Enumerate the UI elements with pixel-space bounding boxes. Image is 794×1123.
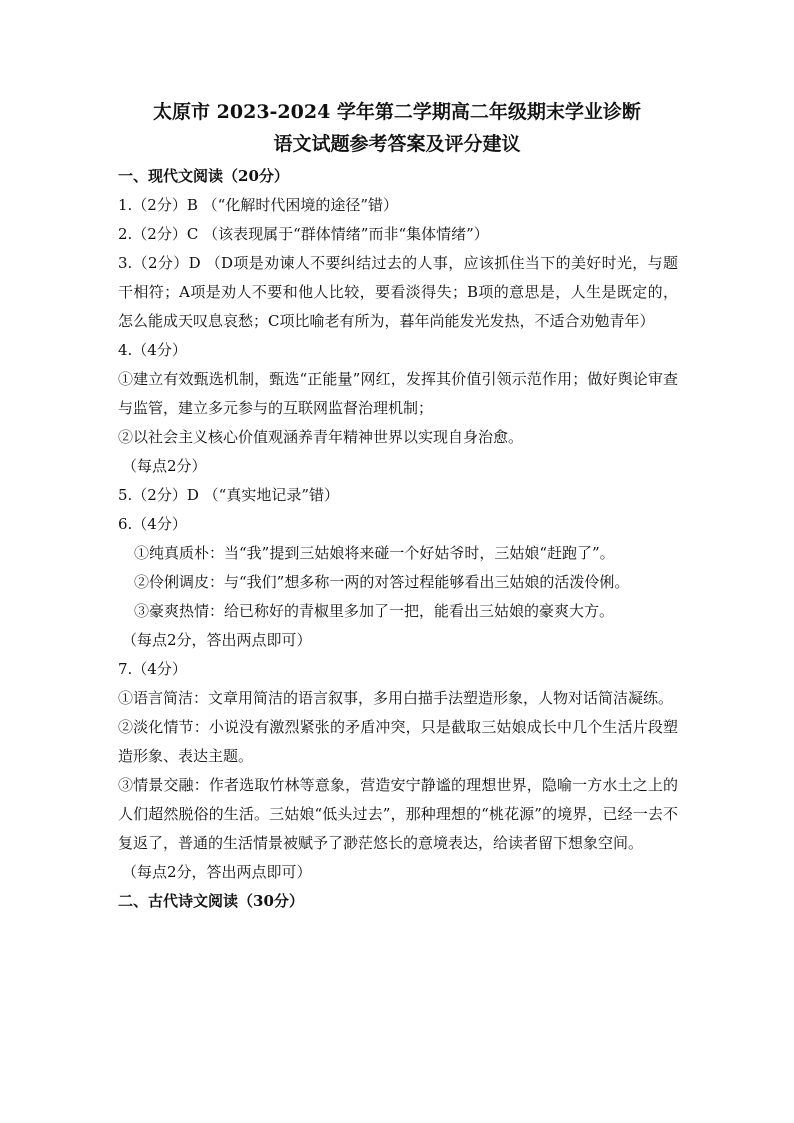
section-heading-modern-reading: 一、现代文阅读（20分）: [118, 167, 289, 185]
answer-q1: 1.（2分）B （“化解时代困境的途径”错）: [118, 196, 398, 214]
answer-q4-point1: ①建立有效甄选机制，甄选“正能量”网红，发挥其价值引领示范作用；做好舆论审查与监管，建立多元参与的互联网监督治理机制；: [118, 370, 678, 417]
answer-q7-scoring-note: （每点2分，答出两点即可）: [122, 863, 312, 881]
answer-q4-heading: 4.（4分）: [118, 341, 187, 359]
answer-q4-scoring-note: （每点2分）: [122, 457, 207, 475]
answer-q4-point2: ②以社会主义核心价值观涵养青年精神世界以实现自身治愈。: [118, 428, 524, 446]
section-heading-classical-reading: 二、古代诗文阅读（30分）: [118, 892, 304, 910]
answer-q2: 2.（2分）C （该表现属于“群体情绪”而非“集体情绪”）: [118, 225, 489, 243]
answer-q6-point2: ②伶俐调皮：与“我们”想多称一两的对答过程能够看出三姑娘的活泼伶俐。: [134, 573, 630, 591]
document-title: 太原市 2023-2024 学年第二学期高二年级期末学业诊断: [153, 101, 641, 123]
answer-body: [118, 162, 678, 916]
document-subtitle: 语文试题参考答案及评分建议: [273, 133, 521, 155]
answer-q7-point1: ①语言简洁：文章用简洁的语言叙事，多用白描手法塑造形象，人物对话简洁凝练。: [118, 689, 674, 707]
answer-q6-point1: ①纯真质朴：当“我”提到三姑娘将来碰一个好姑爷时，三姑娘“赶跑了”。: [134, 544, 615, 562]
answer-q7-heading: 7.（4分）: [118, 660, 187, 678]
answer-q6-heading: 6.（4分）: [118, 515, 187, 533]
answer-q5: 5.（2分）D （“真实地记录”错）: [118, 486, 339, 504]
answer-q6-scoring-note: （每点2分，答出两点即可）: [122, 631, 312, 649]
answer-q7-point2: ②淡化情节：小说没有激烈紧张的矛盾冲突，只是截取三姑娘成长中几个生活片段塑造形象、表达主题。: [118, 718, 678, 765]
answer-q6-point3: ③豪爽热情：给已称好的青椒里多加了一把，能看出三姑娘的豪爽大方。: [134, 602, 615, 620]
answer-q7-point3: ③情景交融：作者选取竹林等意象，营造安宁静谧的理想世界，隐喻一方水土之上的人们超然脱俗的生活。三姑娘“低头过去”，那种理想的“桃花源”的境界，已经一去不复返了，普通的生活情景被赋予了渺茫悠长的意境表达，给读者留下想象空间。: [118, 776, 678, 852]
answer-q3: 3.（2分）D （D项是劝谏人不要纠结过去的人事，应该抓住当下的美好时光，与题干相符；A项是劝人不要和他人比较，要看淡得失；B项的意思是，人生是既定的，怎么能成天叹息哀愁；C项比喻老有所为，暮年尚能发光发热，不适合劝勉青年）: [118, 254, 678, 330]
